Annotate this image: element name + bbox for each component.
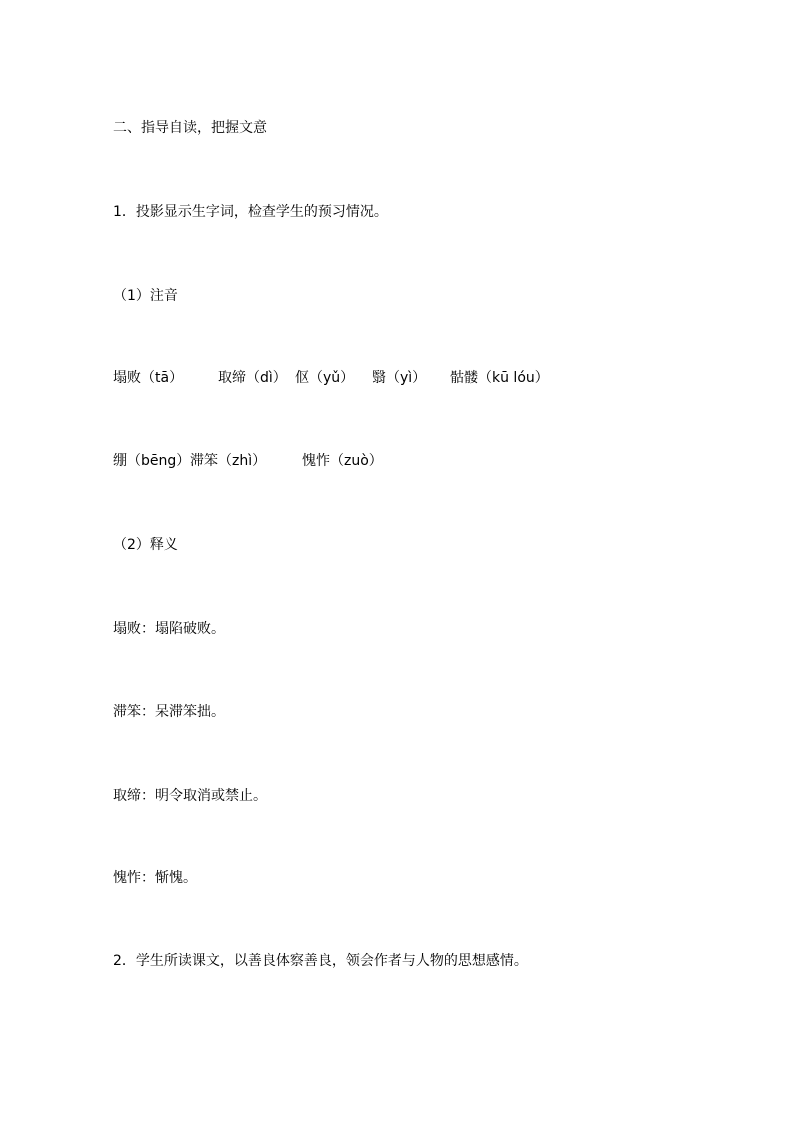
definition-item: 取缔：明令取消或禁止。 xyxy=(113,788,267,804)
pinyin-row-1 xyxy=(113,369,733,387)
subheading-pronunciation: （1）注音 xyxy=(113,288,178,304)
pinyin-item: 取缔（dì） xyxy=(218,370,287,386)
pinyin-item: 翳（yì） xyxy=(372,370,427,386)
step-2-text: 2．学生所读课文，以善良体察善良，领会作者与人物的思想感情。 xyxy=(113,953,528,969)
definition-item: 塌败：塌陷破败。 xyxy=(113,621,225,637)
pinyin-row-2 xyxy=(113,452,733,470)
definition-item: 愧怍：惭愧。 xyxy=(113,870,197,886)
pinyin-item: 塌败（tā） xyxy=(113,370,184,386)
pinyin-item: 伛（yǔ） xyxy=(295,370,355,386)
pinyin-item: 滞笨（zhì） xyxy=(190,453,267,469)
pinyin-item: 骷髅（kū lóu） xyxy=(450,370,549,386)
section-heading: 二、指导自读，把握文意 xyxy=(113,120,267,136)
pinyin-item: 绷（bēng） xyxy=(113,453,191,469)
subheading-definitions: （2）释义 xyxy=(113,537,178,553)
step-1-text: 1．投影显示生字词，检查学生的预习情况。 xyxy=(113,204,388,220)
definition-item: 滞笨：呆滞笨拙。 xyxy=(113,704,225,720)
pinyin-item: 愧怍（zuò） xyxy=(302,453,383,469)
